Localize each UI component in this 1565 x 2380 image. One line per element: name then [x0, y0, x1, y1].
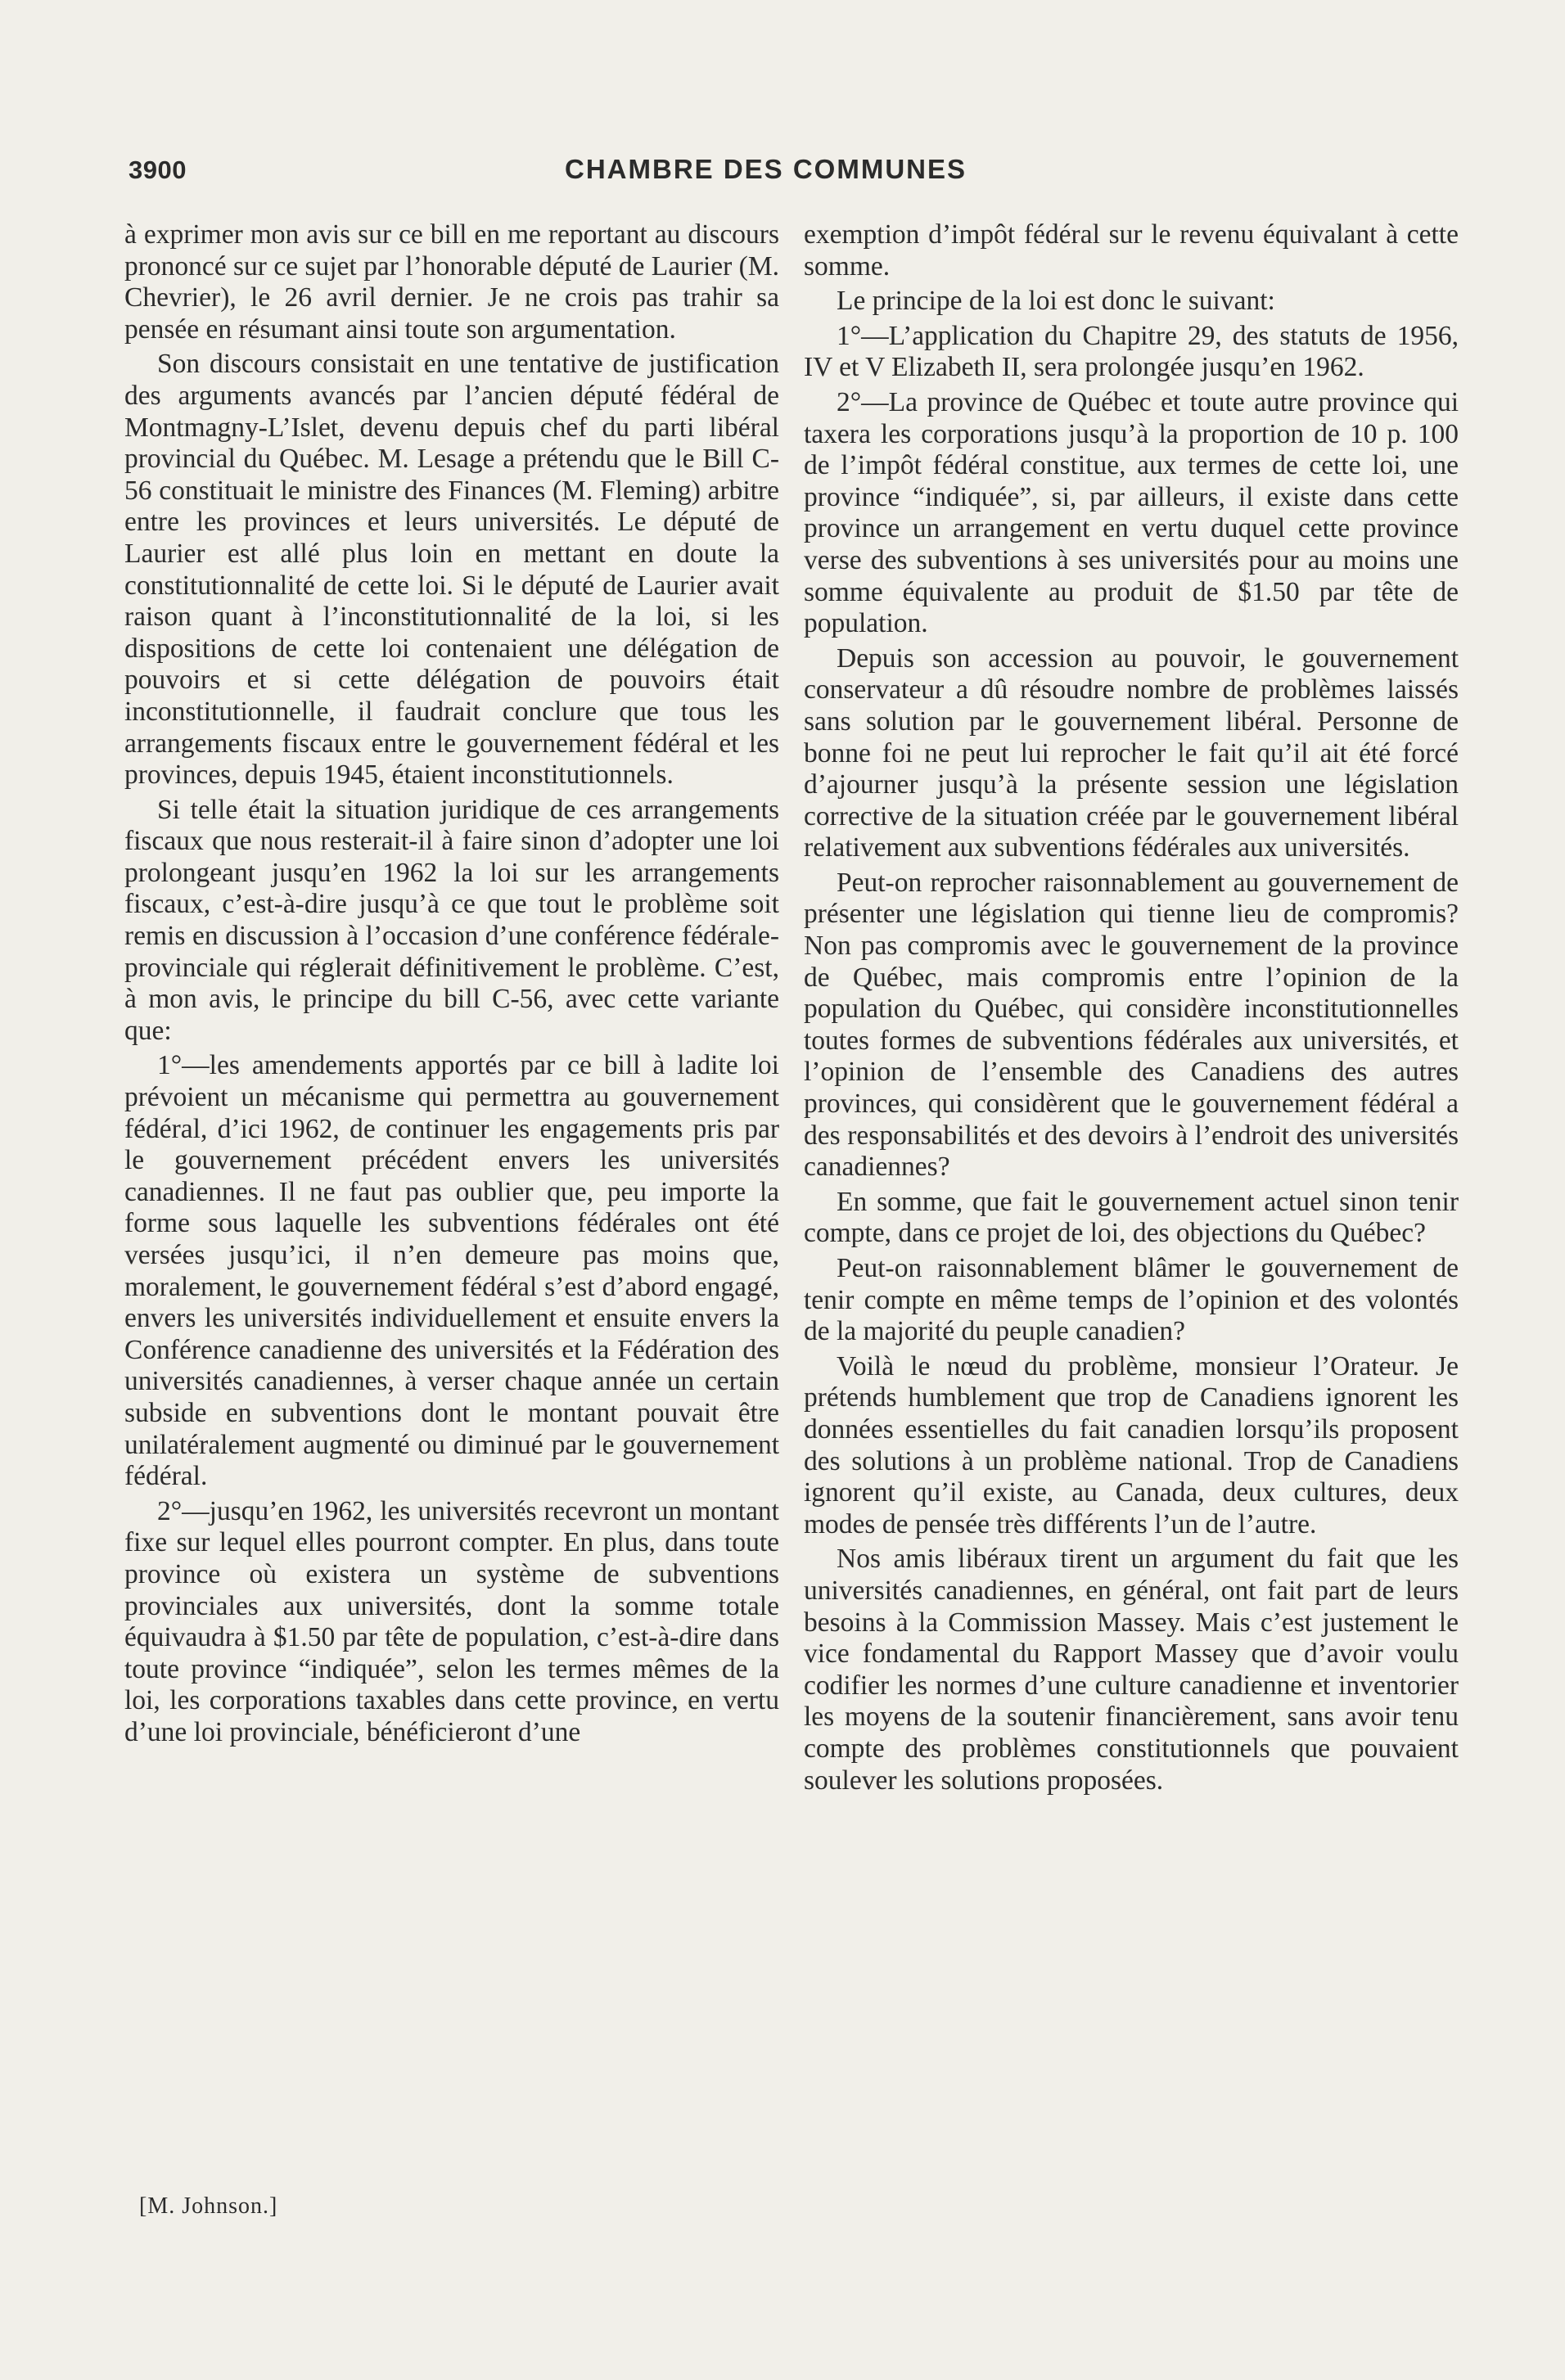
paragraph: exemption d’impôt fédéral sur le revenu équivalant à cette somme. [804, 219, 1459, 282]
left-column [124, 219, 779, 1752]
paragraph: Voilà le nœud du problème, monsieur l’Orateur. Je prétends humblement que trop de Canadiens ignorent les données essentielles du fait canadien lorsqu’ils proposent des solutions à un problème national. Trop de Canadiens ignorent qu’il existe, au Canada, deux cultures, deux modes de pensée très différents l’un de l’autre. [804, 1350, 1459, 1539]
paragraph: Nos amis libéraux tirent un argument du fait que les universités canadiennes, en général, ont fait part de leurs besoins à la Commission Massey. Mais c’est justement le vice fondamental du Rapport Massey que d’avoir voulu codifier les normes d’une culture canadienne et inventorier les moyens de la soutenir financièrement, sans avoir tenu compte des problèmes constitutionnels que pouvaient soulever les solutions proposées. [804, 1544, 1459, 1796]
paragraph: 1°—L’application du Chapitre 29, des statuts de 1956, IV et V Elizabeth II, sera prolongée jusqu’en 1962. [804, 320, 1459, 383]
page-number: 3900 [129, 156, 187, 184]
running-head: CHAMBRE DES COMMUNES [565, 154, 967, 184]
speaker-credit: [M. Johnson.] [139, 2193, 278, 2219]
paragraph: à exprimer mon avis sur ce bill en me reportant au discours prononcé sur ce sujet par l’honorable député de Laurier (M. Chevrier), le 26 avril dernier. Je ne crois pas trahir sa pensée en résumant ainsi toute son argumentation. [124, 219, 779, 345]
paragraph: Le principe de la loi est donc le suivant: [837, 286, 1275, 317]
paragraph: 2°—jusqu’en 1962, les universités recevront un montant fixe sur lequel elles pourront compter. En plus, dans toute province où existera un système de subventions provinciales aux universités, dont la somme totale équivaudra à $1.50 par tête de population, c’est-à-dire dans toute province “indiquée”, selon les termes mêmes de la loi, les corporations taxables dans cette province, en vertu d’une loi provinciale, bénéficieront d’une [124, 1495, 779, 1747]
paragraph: Depuis son accession au pouvoir, le gouvernement conservateur a dû résoudre nombre de problèmes laissés sans solution par le gouvernement libéral. Personne de bonne foi ne peut lui reprocher le fait qu’il ait été forcé d’ajourner jusqu’à la présente session une législation corrective de la situation créée par le gouvernement libéral relativement aux subventions fédérales aux universités. [804, 642, 1459, 863]
right-column [804, 219, 1459, 1800]
paragraph: 2°—La province de Québec et toute autre province qui taxera les corporations jusqu’à la proportion de 10 p. 100 de l’impôt fédéral constitue, aux termes de cette loi, une province “indiquée”, si, par ailleurs, il existe dans cette province un arrangement en vertu duquel cette province verse des subventions à ses universités pour au moins une somme équivalente au produit de $1.50 par tête de population. [804, 386, 1459, 639]
paragraph: En somme, que fait le gouvernement actuel sinon tenir compte, dans ce projet de loi, des objections du Québec? [804, 1186, 1459, 1249]
paragraph: Son discours consistait en une tentative de justification des arguments avancés par l’ancien député fédéral de Montmagny-L’Islet, devenu depuis chef du parti libéral provincial du Québec. M. Lesage a prétendu que le Bill C-56 constituait le ministre des Finances (M. Fleming) arbitre entre les provinces et leurs universités. Le député de Laurier est allé plus loin en mettant en doute la constitutionnalité de cette loi. Si le député de Laurier avait raison quant à l’inconstitutionnalité de la loi, si les dispositions de cette loi contenaient une délégation de pouvoirs et si cette délégation de pouvoirs était inconstitutionnelle, il faudrait conclure que tous les arrangements fiscaux entre le gouvernement fédéral et les provinces, depuis 1945, étaient inconstitutionnels. [124, 349, 779, 791]
paragraph: Peut-on reprocher raisonnablement au gouvernement de présenter une législation qui tienne lieu de compromis? Non pas compromis avec le gouvernement de la province de Québec, mais compromis entre l’opinion de la population du Québec, qui considère inconstitutionnelles toutes formes de subventions fédérales aux universités, et l’opinion de l’ensemble des Canadiens des autres provinces, qui considèrent que le gouvernement fédéral a des responsabilités et des devoirs à l’endroit des universités canadiennes? [804, 867, 1459, 1183]
paragraph: Peut-on raisonnablement blâmer le gouvernement de tenir compte en même temps de l’opinion et des volontés de la majorité du peuple canadien? [804, 1253, 1459, 1347]
paragraph: 1°—les amendements apportés par ce bill à ladite loi prévoient un mécanisme qui permettra au gouvernement fédéral, d’ici 1962, de continuer les engagements pris par le gouvernement précédent envers les universités canadiennes. Il ne faut pas oublier que, peu importe la forme sous laquelle les subventions fédérales ont été versées jusqu’ici, il n’en demeure pas moins que, moralement, le gouvernement fédéral s’est d’abord engagé, envers les universités individuellement et ensuite envers la Conférence canadienne des universités et la Fédération des universités canadiennes, à verser chaque année un certain subside en subventions dont le montant pouvait être unilatéralement augmenté ou diminué par le gouvernement fédéral. [124, 1050, 779, 1492]
paragraph: Si telle était la situation juridique de ces arrangements fiscaux que nous resterait-il à faire sinon d’adopter une loi prolongeant jusqu’en 1962 la loi sur les arrangements fiscaux, c’est-à-dire jusqu’à ce que tout le problème soit remis en discussion à l’occasion d’une conférence fédérale-provinciale qui réglerait définitivement le problème. C’est, à mon avis, le principe du bill C-56, avec cette variante que: [124, 794, 779, 1046]
